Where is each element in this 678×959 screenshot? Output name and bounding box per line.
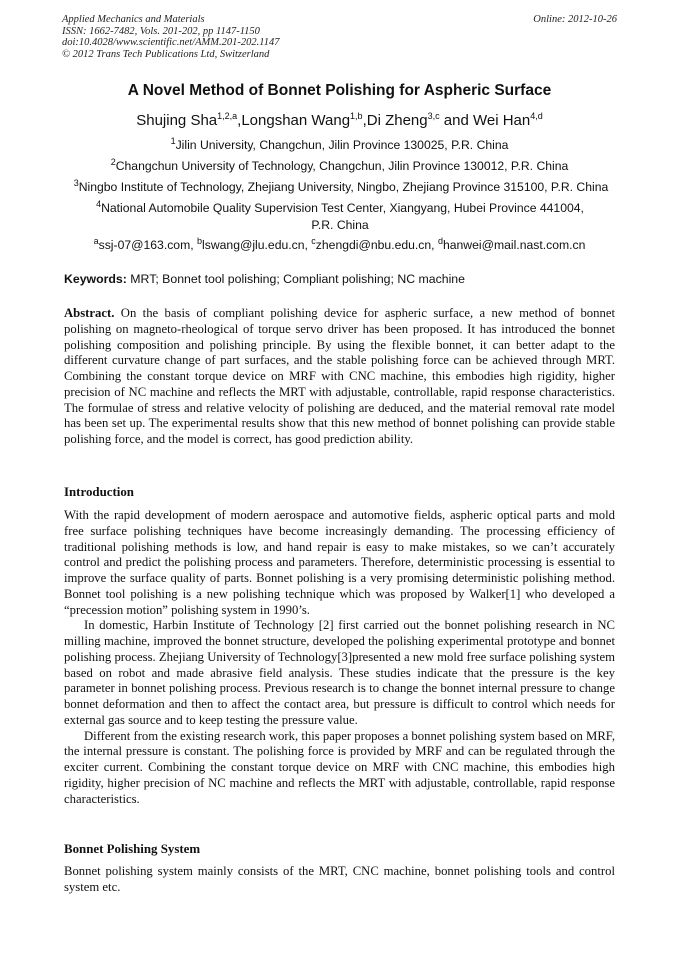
- author-sup: 1,2,a: [217, 111, 238, 121]
- section-heading-bonnet-polishing-system: Bonnet Polishing System: [64, 842, 201, 856]
- affiliation: [56, 179, 626, 196]
- affiliation-sup: 2: [110, 156, 116, 167]
- author-sup: 3,c: [427, 111, 440, 121]
- keywords-label: Keywords:: [64, 272, 127, 286]
- affiliation: [90, 200, 590, 233]
- abstract-text: On the basis of compliant polishing device for aspheric surface, a new method of bonnet polishing on magneto-rheological of torque servo driver has been proposed. It has introduced the bonnet polishing composition and polishing principle. By using the flexible bonnet, it can better adapt to the different curvature change of part surfaces, and the stable polishing force can be achieved through MRT. Combining the constant torque device on MRF with CNC machine, this embodies high rigidity, higher precision of NC machine and reflects the MRT with adjustable, controllable, rapid response characteristics. The formulae of stress and relative velocity of polishing are deduced, and the material removal rate model has been set up. The experimental results show that this new method of bonnet polishing can provide stable polishing force, and the model is correct, has good prediction ability.: [64, 306, 615, 446]
- affiliation-text: National Automobile Quality Supervision Test Center, Xiangyang, Hubei Province 441004, P.R. China: [101, 201, 584, 232]
- paragraph: With the rapid development of modern aerospace and automotive fields, aspheric optical parts and mold free surface polishing techniques have become increasingly demanding. The processing efficiency of traditional polishing methods is low, and hand repair is easy to make mistakes, so we can’t accurately control and predict the polishing process and parameters. Therefore, deterministic processing is essential to improve the surface quality of parts. Bonnet polishing is a very promising deterministic polishing method. Bonnet tool polishing is a new polishing technique which was proposed by Walker[1] who developed a “precession motion” polishing system in 1990’s.: [64, 508, 615, 617]
- journal-name: Applied Mechanics and Materials: [62, 14, 205, 25]
- email-sup: c: [311, 235, 316, 246]
- keywords: [64, 272, 617, 286]
- copyright-line: © 2012 Trans Tech Publications Ltd, Switzerland: [62, 48, 270, 60]
- email-sup: d: [437, 235, 443, 246]
- affiliation-sup: 4: [96, 198, 102, 209]
- keywords-text: MRT; Bonnet tool polishing; Compliant polishing; NC machine: [126, 272, 465, 286]
- affiliation-sup: 1: [170, 135, 176, 146]
- paragraph: Bonnet polishing system mainly consists of the MRT, CNC machine, bonnet polishing tools and control system etc.: [64, 864, 615, 894]
- online-date: Online: 2012-10-26: [533, 14, 617, 25]
- email-link[interactable]: lswang@jlu.edu.cn,: [202, 238, 312, 252]
- affiliation-sup: 3: [73, 177, 79, 188]
- email-sup: a: [93, 235, 99, 246]
- abstract: [64, 306, 615, 448]
- issn-line: ISSN: 1662-7482, Vols. 201-202, pp 1147-1150: [62, 25, 260, 37]
- paragraph: Different from the existing research work, this paper proposes a bonnet polishing system based on MRF, the internal pressure is constant. The polishing force is provided by MRF and can be regulated through the exciter current. Combining the constant torque device on MRF with CNC machine, this embodies high rigidity, higher precision of NC machine and reflects the MRT with adjustable, controllable, rapid response characteristics.: [64, 728, 615, 806]
- author-name: Wei Han: [473, 112, 531, 129]
- affiliation: [62, 158, 617, 175]
- doi-line: doi:10.4028/www.scientific.net/AMM.201-202.1147: [62, 37, 280, 48]
- introduction-body: [64, 508, 615, 807]
- abstract-label: Abstract.: [64, 306, 115, 320]
- email-sup: b: [197, 235, 203, 246]
- author-sup: 1,b: [350, 111, 363, 121]
- author-name: Longshan Wang: [241, 112, 351, 129]
- author-name: Shujing Sha: [136, 112, 218, 129]
- affiliation-text: Changchun University of Technology, Changchun, Jilin Province 130012, P.R. China: [115, 159, 569, 173]
- paper-title: A Novel Method of Bonnet Polishing for Aspheric Surface: [127, 82, 552, 99]
- affiliation-text: Ningbo Institute of Technology, Zhejiang University, Ningbo, Zhejiang Province 315100, P.R. China: [78, 180, 609, 194]
- affiliation: [62, 137, 617, 154]
- author-list: Shujing Sha$^{1,2,a}$,Longshan Wang$^{1,b}$,Di Zheng$^{3,c}$ and Wei Han$^{4,d}$: [136, 111, 543, 129]
- email-link[interactable]: ssj-07@163.com,: [98, 238, 198, 252]
- author-name: Di Zheng: [366, 112, 428, 129]
- author-sup: 4,d: [530, 111, 543, 121]
- affiliation-text: Jilin University, Changchun, Jilin Province 130025, P.R. China: [175, 138, 509, 152]
- journal-header: [62, 14, 617, 60]
- email-list: [62, 237, 617, 254]
- email-link[interactable]: zhengdi@nbu.edu.cn,: [315, 238, 438, 252]
- section-heading-introduction: Introduction: [64, 485, 134, 499]
- email-link[interactable]: hanwei@mail.nast.com.cn: [442, 238, 586, 252]
- paragraph: In domestic, Harbin Institute of Technology [2] first carried out the bonnet polishing research in NC milling machine, improved the bonnet structure, developed the polishing experimental prototype and bonnet polishing process. Zhejiang University of Technology[3]presented a new mold free surface polishing system based on robot and made abrasive field analysis. These studies indicate that the pressure is the key parameter in bonnet polishing process. Previous research is to change the bonnet internal pressure to change bonnet deformation and then to affect the contact area, but pressure is difficult to control which needs for external gas source and to keep testing the pressure value.: [64, 618, 615, 727]
